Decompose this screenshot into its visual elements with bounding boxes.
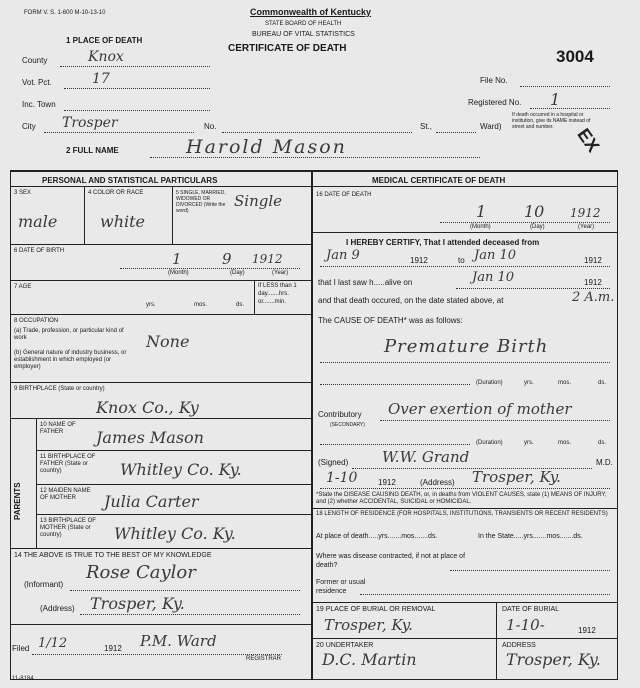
- age-mos: mos.: [194, 302, 208, 308]
- file-no-line: [520, 86, 610, 87]
- cert-year: 1912: [378, 478, 396, 487]
- dod-year: 1912: [570, 206, 601, 220]
- cause-value: Premature Birth: [384, 336, 549, 357]
- signed-label: (Signed): [318, 458, 349, 467]
- informant-label: (Informant): [24, 580, 64, 589]
- row-line-7: [36, 484, 312, 485]
- medical-section-title: MEDICAL CERTIFICATE OF DEATH: [372, 176, 506, 185]
- registered-value: 1: [550, 90, 561, 109]
- age-ds: ds.: [236, 302, 245, 308]
- city-value: Trosper: [62, 115, 118, 131]
- ward-label: Ward): [480, 122, 502, 131]
- cert-address-line: [320, 488, 610, 489]
- vot-label: Vot. Pct.: [22, 78, 52, 87]
- right-row-line-4: [312, 638, 618, 639]
- occupation-a: (a) Trade, profession, or particular kind of work: [14, 328, 124, 341]
- dob-line: [120, 268, 300, 269]
- row-line-10: [10, 624, 312, 625]
- last-saw-year: 1912: [584, 278, 602, 287]
- row-line-4: [10, 382, 312, 383]
- filed-year: 1912: [104, 644, 122, 653]
- informant-value: Rose Caylor: [86, 562, 196, 583]
- city-line: [44, 132, 194, 133]
- full-name-value: Harold Mason: [186, 136, 347, 158]
- cause-duration-yrs: yrs.: [524, 380, 534, 386]
- sex-value: male: [18, 212, 58, 231]
- burial-date-value: 1-10-: [506, 616, 545, 634]
- cause-text: The CAUSE OF DEATH* was as follows:: [318, 316, 463, 325]
- attend-from-year: 1912: [410, 256, 428, 265]
- dob-month-caption: (Month): [168, 270, 189, 276]
- dob-month: 1: [172, 250, 182, 268]
- certificate-number: 3004: [556, 47, 594, 66]
- color-label: 4 COLOR OR RACE: [88, 190, 144, 196]
- dob-day-caption: (Day): [230, 270, 245, 276]
- dod-year-caption: (Year): [578, 224, 595, 230]
- color-value: white: [100, 212, 146, 231]
- address-label: (Address): [40, 604, 75, 613]
- last-saw-value: Jan 10: [472, 270, 515, 285]
- last-saw-line: [456, 288, 610, 289]
- undertaker-address-label: ADDRESS: [502, 642, 536, 649]
- occurred-value: 2 A.m.: [572, 290, 615, 305]
- registrar-value: P.M. Ward: [140, 632, 217, 650]
- secondary-label: (SECONDARY): [330, 422, 365, 428]
- personal-section-title: PERSONAL AND STATISTICAL PARTICULARS: [42, 176, 218, 185]
- contributory-line: [380, 420, 610, 421]
- signed-value: W.W. Grand: [382, 448, 470, 466]
- row-line-8: [36, 514, 312, 515]
- burial-year: 1912: [578, 626, 596, 635]
- md-label: M.D.: [596, 458, 613, 467]
- row-line-1: [10, 244, 312, 245]
- burial-date-label: DATE OF BURIAL: [502, 606, 560, 613]
- dod-line: [440, 222, 610, 223]
- county-label: County: [22, 56, 48, 65]
- contracted-label: Where was disease contracted, if not at place of death?: [316, 553, 466, 569]
- father-birthplace-label: 11 BIRTHPLACE OF FATHER (State or country): [40, 454, 96, 474]
- undertaker-address-value: Trosper, Ky.: [506, 650, 601, 669]
- dob-year: 1912: [252, 252, 283, 266]
- occupation-b: (b) General nature of industry business, or establishment in which employed (or employer): [14, 350, 127, 370]
- mother-label: 12 MAIDEN NAME OF MOTHER: [40, 488, 91, 501]
- file-no-label: File No.: [480, 76, 508, 85]
- birthplace-value: Knox Co., Ky: [96, 398, 199, 417]
- county-value: Knox: [88, 49, 124, 65]
- cause-footnote: *State the DISEASE CAUSING DEATH, or, in deaths from VIOLENT CAUSES, state (1) MEANS OF INJURY; and (2) whether ACCIDENTAL, SUICIDAL or HOMICIDAL.: [316, 492, 607, 505]
- occupation-value: None: [146, 332, 190, 351]
- parents-vertical-label: PARENTS: [13, 482, 22, 520]
- attend-from: Jan 9: [326, 248, 360, 263]
- mother-birthplace-label: 13 BIRTHPLACE OF MOTHER (State or country): [40, 518, 96, 538]
- former-residence-label: Former or usual residence: [316, 579, 366, 595]
- cause-duration-label: (Duration): [476, 380, 503, 386]
- dod-day-caption: (Day): [530, 224, 545, 230]
- right-row-line-3: [312, 602, 618, 603]
- sex-divider: [84, 186, 85, 244]
- filed-value: 1/12: [38, 636, 68, 651]
- contributory-label: Contributory: [318, 410, 362, 419]
- dob-label: 6 DATE OF BIRTH: [14, 248, 65, 254]
- registered-label: Registered No.: [468, 98, 522, 107]
- city-label: City: [22, 122, 36, 131]
- cert-date: 1-10: [326, 470, 358, 486]
- hospital-side-note: If death occurred in a hospital or institution, give its NAME instead of street and number.: [512, 112, 591, 130]
- dod-month: 1: [476, 202, 487, 221]
- dod-label: 16 DATE OF DEATH: [316, 192, 372, 198]
- inc-town-label: Inc. Town: [22, 100, 56, 109]
- cause-duration-ds: ds.: [598, 380, 607, 386]
- residence-label: 18 LENGTH OF RESIDENCE (FOR HOSPITALS, INSTITUTIONS, TRANSIENTS OR RECENT RESIDENTS): [316, 511, 608, 517]
- row-line-2: [10, 280, 312, 281]
- occupation-label: 8 OCCUPATION: [14, 318, 59, 324]
- bureau-heading: BUREAU OF VITAL STATISTICS: [252, 31, 355, 38]
- attend-to-label: to: [458, 256, 465, 265]
- filing-stamp: EX: [573, 124, 604, 156]
- burial-divider: [496, 602, 497, 680]
- color-divider: [172, 186, 173, 244]
- address-line: [80, 614, 300, 615]
- section-header-bottom: [10, 186, 618, 187]
- row-line-3: [10, 314, 312, 315]
- dod-month-caption: (Month): [470, 224, 491, 230]
- sex-label: 3 SEX: [14, 190, 32, 196]
- less-than-day: If LESS than 1 day.......hrs. or.......min.: [258, 283, 297, 305]
- contracted-line: [450, 570, 610, 571]
- filed-line: [32, 654, 282, 655]
- burial-value: Trosper, Ky.: [324, 616, 413, 634]
- right-row-line-1: [312, 232, 618, 233]
- inc-town-line: [64, 110, 210, 111]
- mother-value: Julia Carter: [104, 492, 199, 511]
- right-row-line-2: [312, 508, 618, 509]
- cert-address-value: Trosper, Ky.: [472, 468, 561, 486]
- registered-line: [530, 108, 610, 109]
- at-place-label: At place of death.....yrs.......mos.......ds.: [316, 533, 438, 540]
- in-state-label: In the State.....yrs.......mos.......ds.: [478, 533, 583, 540]
- informant-title: 14 THE ABOVE IS TRUE TO THE BEST OF MY KNOWLEDGE: [14, 552, 212, 559]
- contributory-value: Over exertion of mother: [388, 400, 572, 418]
- certify-text: I HEREBY CERTIFY, That I attended deceased from: [346, 238, 540, 247]
- filed-label: Filed: [12, 644, 30, 653]
- attend-to: Jan 10: [474, 248, 517, 263]
- vot-line: [64, 88, 210, 89]
- birthplace-label: 9 BIRTHPLACE (State or country): [14, 386, 105, 392]
- contrib-duration-yrs: yrs.: [524, 440, 534, 446]
- registrar-label: REGISTRAR: [246, 656, 282, 662]
- occurred-text: and that death occured, on the date stated above, at: [318, 296, 504, 305]
- board-heading: STATE BOARD OF HEALTH: [265, 21, 342, 27]
- cause-line: [320, 362, 610, 363]
- frame-divider: [311, 170, 313, 680]
- undertaker-value: D.C. Martin: [322, 650, 417, 669]
- former-residence-line: [360, 594, 610, 595]
- contributory-line-2: [320, 444, 470, 445]
- county-line: [60, 66, 210, 67]
- undertaker-label: 20 UNDERTAKER: [316, 642, 374, 649]
- no-line: [222, 132, 412, 133]
- street-label: St.,: [420, 122, 433, 131]
- father-label: 10 NAME OF FATHER: [40, 422, 76, 435]
- frame-bottom: [10, 679, 618, 680]
- contrib-duration-label: (Duration): [476, 440, 503, 446]
- cause-duration-mos: mos.: [558, 380, 572, 386]
- cert-address-label: (Address): [420, 478, 455, 487]
- form-number: FORM V. S. 1-600 M-10-13-10: [24, 10, 106, 16]
- row-line-6: [36, 450, 312, 451]
- last-saw-text: that I last saw h.....alive on: [318, 278, 413, 287]
- place-of-death-heading: 1 PLACE OF DEATH: [66, 36, 143, 45]
- commonwealth-heading: Commonwealth of Kentucky: [250, 7, 372, 17]
- dod-day: 10: [524, 202, 545, 221]
- certificate-title: CERTIFICATE OF DEATH: [228, 43, 347, 54]
- address-value: Trosper, Ky.: [90, 594, 185, 613]
- father-birthplace-value: Whitley Co. Ky.: [120, 460, 242, 479]
- age-divider: [254, 280, 255, 314]
- dob-year-caption: (Year): [272, 270, 289, 276]
- marital-label: 5 SINGLE, MARRIED, WIDOWED OR DIVORCED (Write the word): [176, 190, 226, 214]
- vot-value: 17: [92, 71, 110, 87]
- dob-day: 9: [222, 250, 232, 268]
- attend-line: [320, 266, 610, 267]
- age-label: 7 AGE: [14, 284, 32, 290]
- contrib-duration-ds: ds.: [598, 440, 607, 446]
- no-label: No.: [204, 122, 217, 131]
- frame-right: [617, 170, 618, 680]
- row-line-5: [10, 418, 312, 419]
- contrib-duration-mos: mos.: [558, 440, 572, 446]
- row-line-9: [10, 548, 312, 549]
- parents-divider: [36, 418, 37, 548]
- frame-top: [10, 170, 618, 172]
- burial-label: 19 PLACE OF BURIAL OR REMOVAL: [316, 606, 436, 613]
- informant-line: [70, 590, 300, 591]
- street-line: [436, 132, 476, 133]
- attend-to-year: 1912: [584, 256, 602, 265]
- mother-birthplace-value: Whitley Co. Ky.: [114, 524, 236, 543]
- age-yrs: yrs.: [146, 302, 156, 308]
- full-name-label: 2 FULL NAME: [66, 146, 119, 155]
- father-value: James Mason: [96, 428, 204, 447]
- marital-value: Single: [234, 192, 283, 210]
- cause-line-2: [320, 384, 470, 385]
- frame-left: [10, 170, 11, 680]
